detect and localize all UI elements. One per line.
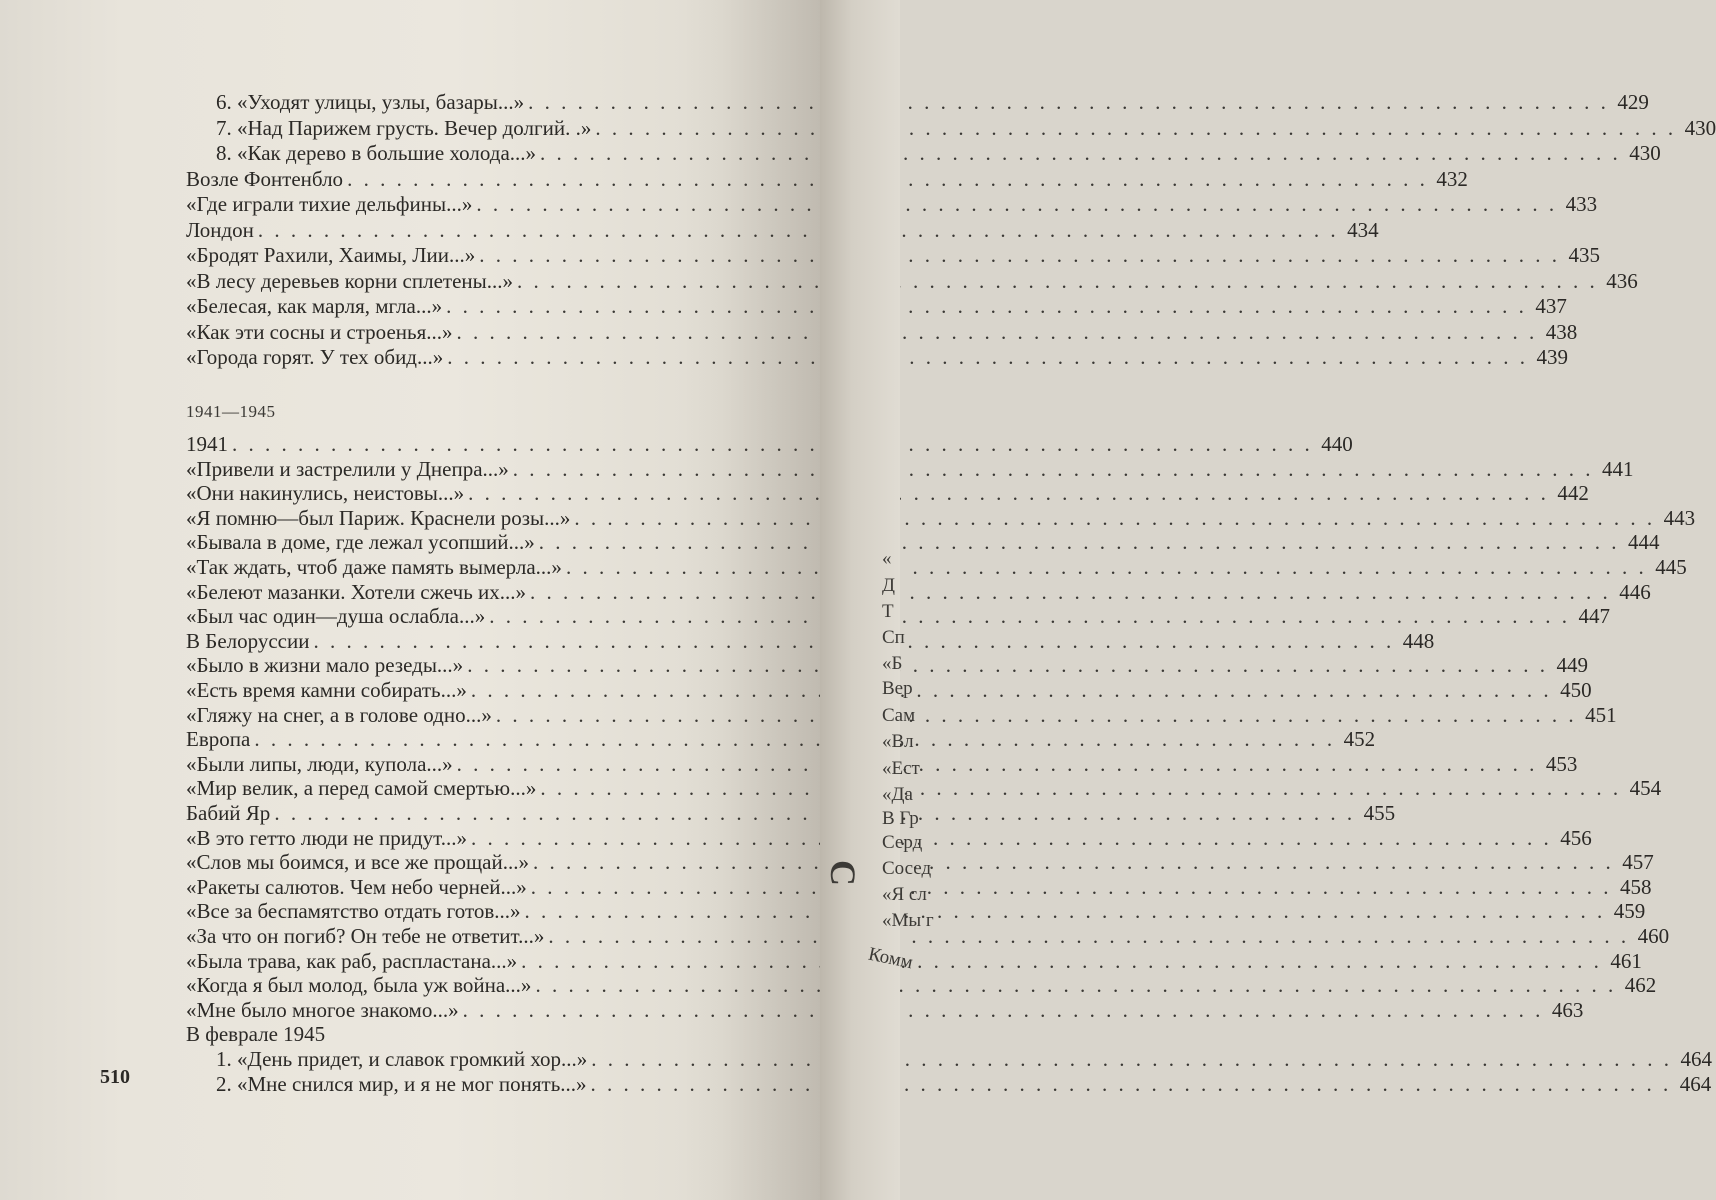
toc-entry bbox=[186, 579, 1651, 606]
toc-entry-page: 456 bbox=[1560, 825, 1592, 850]
toc-entry-title: 6. «Уходят улицы, узлы, базары...» bbox=[216, 90, 525, 114]
toc-entry-page: 433 bbox=[1565, 192, 1598, 216]
toc-entry-page: 440 bbox=[1321, 432, 1353, 456]
toc-entry-title: «Как эти сосны и строенья...» bbox=[186, 319, 453, 344]
dot-leader bbox=[533, 850, 1614, 875]
toc-entry-page: 441 bbox=[1602, 456, 1634, 481]
toc-entry-page: 459 bbox=[1613, 899, 1646, 924]
toc-entry-title: 1941 bbox=[186, 432, 228, 456]
toc-entry-title: «Есть время камни собирать...» bbox=[186, 678, 467, 702]
toc-entry-page: 445 bbox=[1655, 555, 1687, 579]
adjacent-page-fragment: Сам bbox=[882, 705, 916, 726]
toc-entry-page: 453 bbox=[1545, 751, 1578, 776]
adjacent-page-fragment: «Б bbox=[882, 653, 903, 674]
dot-leader bbox=[496, 703, 1577, 728]
toc-entry-page: 438 bbox=[1545, 319, 1578, 344]
toc-entry-page: 435 bbox=[1568, 243, 1601, 267]
adjacent-page-fragment: «Я сл bbox=[882, 884, 927, 905]
toc-entry-page: 430 bbox=[1629, 141, 1661, 165]
dot-leader bbox=[535, 973, 1616, 998]
adjacent-page-fragment: С bbox=[823, 860, 863, 886]
toc-entry-title: «Слов мы боимся, и все же прощай...» bbox=[186, 850, 529, 875]
toc-entry-title: «Когда я был молод, была уж война...» bbox=[186, 973, 532, 998]
toc-entry-page: 442 bbox=[1557, 481, 1589, 506]
toc-entry bbox=[186, 653, 1588, 679]
adjacent-page-fragment: В Гр bbox=[882, 808, 919, 829]
toc-entry-page: 461 bbox=[1610, 948, 1642, 973]
toc-entry bbox=[186, 217, 1379, 244]
dot-leader bbox=[530, 580, 1611, 605]
toc-entry-title: «Белеют мазанки. Хотели сжечь их...» bbox=[186, 579, 527, 604]
toc-entry-title: «Бывала в доме, где лежал усопший...» bbox=[186, 530, 535, 555]
adjacent-page-fragment: « bbox=[882, 548, 892, 569]
toc-entry-title: «Мир велик, а перед самой смертью...» bbox=[186, 776, 537, 801]
toc-entry-page: 450 bbox=[1560, 678, 1592, 702]
dot-leader bbox=[457, 320, 1538, 345]
toc-entry-page: 446 bbox=[1619, 579, 1651, 604]
toc-entry-title: В феврале 1945 bbox=[186, 1022, 326, 1047]
toc-entry-title: «Так ждать, чтоб даже память вымерла...» bbox=[186, 555, 562, 579]
toc-entry-page: 449 bbox=[1556, 653, 1588, 678]
toc-entry bbox=[186, 268, 1638, 295]
toc-entry-page: 452 bbox=[1343, 727, 1376, 752]
toc-entry-title: «Привели и застрелили у Днепра...» bbox=[186, 456, 509, 481]
dot-leader bbox=[539, 530, 1620, 555]
toc-entry-title: 7. «Над Парижем грусть. Вечер долгий. .» bbox=[216, 115, 592, 140]
toc-entry-title: Европа bbox=[186, 727, 251, 752]
section-header: 1941—1945 bbox=[186, 402, 276, 421]
toc-entry-title: «В лесу деревьев корни сплетены...» bbox=[186, 268, 513, 293]
adjacent-page-fragment: Вер bbox=[882, 678, 913, 699]
dot-leader bbox=[476, 192, 1557, 217]
toc-entry-page: 432 bbox=[1436, 166, 1468, 191]
toc-entry-title: «Бродят Рахили, Хаимы, Лии...» bbox=[186, 243, 476, 267]
toc-entry-title: «Был час один—душа ослабла...» bbox=[186, 604, 486, 629]
adjacent-page-fragment: Сп bbox=[882, 627, 905, 648]
toc-entry-page: 455 bbox=[1363, 801, 1396, 825]
dot-leader bbox=[540, 141, 1621, 166]
toc-entry-title: «Белесая, как марля, мгла...» bbox=[186, 294, 443, 318]
toc-entry-title: Бабий Яр bbox=[186, 801, 271, 825]
toc-entry-title: «Все за беспамятство отдать готов...» bbox=[186, 899, 521, 924]
toc-entry bbox=[216, 1047, 1713, 1073]
toc-entry-page: 454 bbox=[1629, 776, 1662, 801]
toc-entry-page: 430 bbox=[1684, 115, 1716, 140]
toc-entry-page: 439 bbox=[1536, 345, 1568, 369]
dot-leader bbox=[525, 899, 1606, 924]
dot-leader bbox=[574, 506, 1655, 531]
toc-entry-title: Лондон bbox=[186, 217, 254, 242]
toc-entry bbox=[186, 319, 1578, 346]
dot-leader bbox=[517, 269, 1598, 294]
toc-entry bbox=[186, 604, 1610, 630]
toc-entry-page: 437 bbox=[1535, 294, 1567, 318]
toc-entry-title: Возле Фонтенбло bbox=[186, 166, 344, 191]
dot-leader bbox=[521, 949, 1602, 974]
toc-entry-title: «Ракеты салютов. Чем небо черней...» bbox=[186, 874, 527, 899]
dot-leader bbox=[447, 345, 1528, 370]
toc-entry bbox=[186, 481, 1589, 507]
dot-leader bbox=[591, 1047, 1672, 1072]
toc-entry bbox=[186, 924, 1670, 950]
dot-leader bbox=[528, 90, 1609, 115]
toc-entry-page: 462 bbox=[1624, 973, 1657, 998]
page-number: 510 bbox=[100, 1066, 130, 1088]
adjacent-page-fragment: «Ест bbox=[882, 758, 920, 779]
toc-entry-title: «В это гетто люди не придут...» bbox=[186, 825, 467, 850]
adjacent-page-fragment: Комм bbox=[866, 943, 915, 974]
dot-leader bbox=[548, 924, 1629, 949]
toc-entry bbox=[186, 456, 1634, 483]
dot-leader bbox=[457, 752, 1538, 777]
toc-entry-page: 443 bbox=[1663, 505, 1696, 530]
toc-entry bbox=[186, 243, 1601, 269]
dot-leader bbox=[595, 116, 1676, 141]
toc-entry-page: 460 bbox=[1637, 924, 1670, 948]
dot-leader bbox=[513, 457, 1594, 482]
toc-entry-title: В Белоруссии bbox=[186, 628, 310, 653]
toc-entry bbox=[216, 141, 1661, 167]
dot-leader bbox=[274, 801, 1355, 826]
dot-leader bbox=[254, 727, 1335, 752]
toc-entry-page: 447 bbox=[1578, 604, 1610, 629]
toc-entry-page: 464 bbox=[1680, 1047, 1713, 1071]
dot-leader bbox=[258, 218, 1339, 243]
toc-entry-title: «Было в жизни мало резеды...» bbox=[186, 653, 464, 678]
toc-entry-page: 458 bbox=[1620, 874, 1652, 899]
toc-entry-page: 436 bbox=[1606, 268, 1638, 293]
toc-entry bbox=[216, 1071, 1712, 1098]
dot-leader bbox=[540, 776, 1621, 801]
adjacent-page-fragment: Сосед bbox=[882, 858, 932, 879]
toc-entry bbox=[216, 115, 1716, 142]
dot-leader bbox=[471, 826, 1552, 851]
dot-leader bbox=[566, 555, 1647, 580]
dot-leader bbox=[468, 481, 1549, 506]
dot-leader bbox=[471, 678, 1552, 703]
toc-entry bbox=[216, 90, 1649, 116]
toc-entry bbox=[186, 530, 1660, 556]
adjacent-page-fragment: «Вл bbox=[882, 731, 914, 752]
toc-entry-page: 444 bbox=[1628, 530, 1660, 555]
toc-entry-page: 429 bbox=[1617, 90, 1649, 114]
toc-entry-page: 451 bbox=[1585, 702, 1617, 727]
toc-entry bbox=[186, 555, 1687, 581]
adjacent-page-fragment: «Да bbox=[882, 784, 913, 805]
adjacent-page-fragment: «Мы г bbox=[882, 910, 934, 931]
toc-entry-title: «Где играли тихие дельфины...» bbox=[186, 192, 473, 216]
toc-entry bbox=[186, 345, 1568, 371]
adjacent-page-fragment: Т bbox=[882, 601, 894, 622]
toc-entry-page: 457 bbox=[1622, 850, 1654, 875]
toc-entry-title: «Я помню—был Париж. Краснели розы...» bbox=[186, 505, 571, 530]
adjacent-page-fragment: Д bbox=[882, 575, 895, 596]
toc-entry-page: 448 bbox=[1402, 628, 1435, 653]
toc-entry bbox=[186, 192, 1598, 218]
dot-leader bbox=[232, 432, 1313, 457]
toc-entry bbox=[186, 1022, 680, 1048]
toc-entry-title: «Мне было многое знакомо...» bbox=[186, 997, 459, 1022]
toc-entry-title: 8. «Как дерево в большие холода...» bbox=[216, 141, 537, 165]
adjacent-page bbox=[820, 0, 934, 1200]
toc-entry bbox=[186, 505, 1696, 532]
toc-entry-title: 2. «Мне снился мир, и я не мог понять...» bbox=[216, 1071, 587, 1096]
toc-entry-page: 463 bbox=[1551, 997, 1584, 1022]
dot-leader bbox=[446, 294, 1527, 319]
toc-entry bbox=[186, 973, 1657, 999]
dot-leader bbox=[531, 875, 1612, 900]
toc-entry-title: «Были липы, люди, купола...» bbox=[186, 751, 453, 776]
toc-entry bbox=[186, 997, 1584, 1024]
toc-entry-title: 1. «День придет, и славок громкий хор...» bbox=[216, 1047, 588, 1071]
toc-entry-title: «Города горят. У тех обид...» bbox=[186, 345, 444, 369]
dot-leader bbox=[489, 604, 1570, 629]
dot-leader bbox=[479, 243, 1560, 268]
toc-entry-title: «Гляжу на снег, а в голове одно...» bbox=[186, 702, 492, 727]
toc-entry-page: 464 bbox=[1679, 1071, 1712, 1096]
toc-entry-title: «За что он погиб? Он тебе не ответит...» bbox=[186, 924, 545, 948]
toc-entry bbox=[186, 166, 1468, 193]
adjacent-page-fragment: Серд bbox=[882, 832, 923, 853]
toc-entry-title: «Они накинулись, неистовы...» bbox=[186, 481, 465, 506]
toc-entry-title: «Была трава, как раб, распластана...» bbox=[186, 948, 518, 973]
toc-entry bbox=[186, 432, 1353, 458]
toc-entry bbox=[186, 294, 1567, 320]
dot-leader bbox=[467, 653, 1548, 678]
dot-leader bbox=[591, 1072, 1672, 1097]
dot-leader bbox=[463, 998, 1544, 1023]
toc-entry-page: 434 bbox=[1347, 217, 1379, 242]
